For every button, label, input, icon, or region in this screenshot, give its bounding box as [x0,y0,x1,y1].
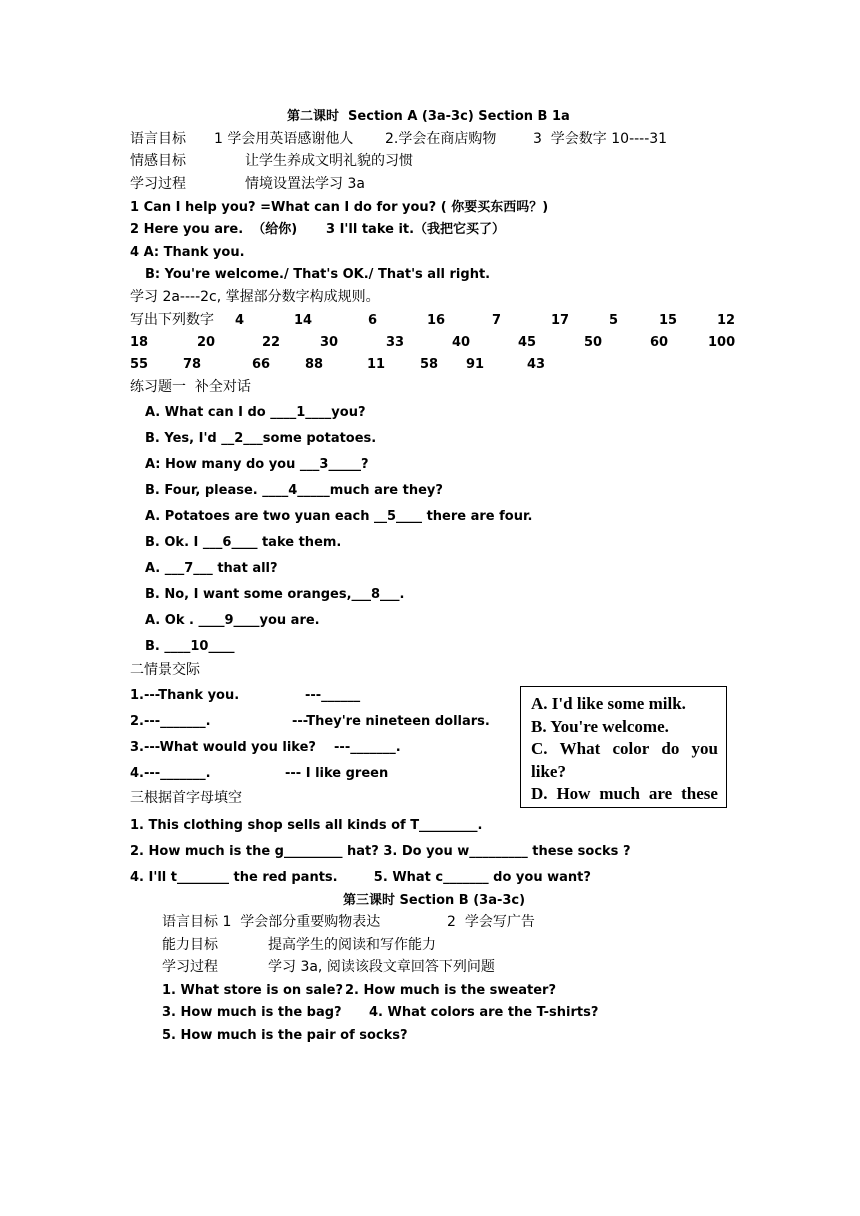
phrase-4b: B: You're welcome./ That's OK./ That's all right. [145,267,491,282]
goals-label: 语言目标 [130,131,186,147]
process-text: 情境设置法学习 3a [245,176,365,192]
dialogue-line: B. ____10____ [145,639,235,654]
goal-2: 2.学会在商店购物 [385,131,497,147]
number-item: 11 [367,357,386,372]
situation-q4: 4.---_______. [130,766,211,781]
phrase-2: 2 Here you are. （给你) [130,222,298,237]
number-item: 33 [386,335,405,350]
number-item: 100 [708,335,736,350]
phrase-1: 1 Can I help you? =What can I do for you? ( 你要买东西吗？) [130,200,549,215]
emotion-label: 情感目标 [130,153,186,169]
ability-text: 提高学生的阅读和写作能力 [268,937,436,953]
number-item: 17 [551,313,570,328]
dialogue-line: B. Four, please. ____4_____much are they? [145,483,443,498]
reading-q3: 3. How much is the bag? [162,1005,342,1020]
option-b: B. You're welcome. [531,716,669,736]
option-c-continued: like? [531,761,566,781]
lesson3-title: 第三课时 Section B (3a-3c) [343,893,526,908]
reading-q1: 1. What store is on sale? [162,983,344,998]
dialogue-line: A. ___7___ that all? [145,561,278,576]
situation-q2: 2.---_______. [130,714,211,729]
number-item: 91 [466,357,485,372]
reading-q5: 5. How much is the pair of socks? [162,1028,408,1043]
exercise2-heading: 二情景交际 [130,662,200,678]
dialogue-line: A. Potatoes are two yuan each __5____ there are four. [145,509,533,524]
number-item: 20 [197,335,216,350]
number-item: 40 [452,335,471,350]
number-item: 15 [659,313,678,328]
number-item: 66 [252,357,271,372]
dialogue-line: A. What can I do ____1____you? [145,405,366,420]
goal-1: 1 学会用英语感谢他人 [214,131,354,147]
number-item: 50 [584,335,603,350]
fill-line: 2. How much is the g_________ hat? 3. Do you w_________ these socks ? [130,844,631,859]
number-item: 12 [717,313,736,328]
option-a: A. I'd like some milk. [531,694,686,713]
number-item: 55 [130,357,149,372]
option-d: D. How much are these [531,784,718,803]
dialogue-line: B. Yes, I'd __2___some potatoes. [145,431,377,446]
number-item: 6 [368,313,378,328]
ability-label: 能力目标 [162,937,218,953]
process-label: 学习过程 [130,176,186,192]
number-item: 45 [518,335,537,350]
exercise1-heading: 练习题一 补全对话 [130,379,251,395]
phrase-3: 3 I'll take it.（我把它买了） [326,222,506,237]
dialogue-line: A. Ok . ____9____you are. [145,613,320,628]
situation-a4: --- I like green [285,766,389,781]
number-item: 58 [420,357,439,372]
phrase-4: 4 A: Thank you. [130,245,245,260]
situation-q3: 3.---What would you like? ---_______. [130,740,401,755]
goal-3: 3 学会数字 10----31 [533,131,668,147]
number-item: 16 [427,313,446,328]
numbers-row-1 [0,313,860,329]
number-item: 18 [130,335,149,350]
number-item: 43 [527,357,546,372]
lesson3-process-label: 学习过程 [162,959,218,975]
numbers-row-3 [0,357,860,373]
options-box [520,686,727,808]
lesson3-process-text: 学习 3a, 阅读该段文章回答下列问题 [268,959,495,975]
number-item: 78 [183,357,202,372]
number-item: 60 [650,335,669,350]
situation-q1: 1.---Thank you. [130,688,240,703]
number-item: 88 [305,357,324,372]
dialogue-line: A: How many do you ___3_____? [145,457,369,472]
numbers-label: 写出下列数字 [130,312,214,328]
number-item: 30 [320,335,339,350]
emotion-goal: 让学生养成文明礼貌的习惯 [245,153,413,169]
option-c: C. What color do you [531,739,718,758]
number-item: 5 [609,313,619,328]
fill-line: 1. This clothing shop sells all kinds of T_________. [130,818,483,833]
situation-a2: ---They're nineteen dollars. [292,714,490,729]
reading-q2: 2. How much is the sweater? [345,983,556,998]
dialogue-line: B. Ok. I ___6____ take them. [145,535,342,550]
number-item: 4 [235,313,245,328]
situation-a1: ---______ [305,688,361,703]
number-item: 22 [262,335,281,350]
exercise3-heading: 三根据首字母填空 [130,790,242,806]
lesson3-goals: 语言目标 1 学会部分重要购物表达 2 学会写广告 [162,914,535,930]
lesson2-title: 第二课时 Section A (3a-3c) Section B 1a [287,109,570,124]
reading-q4: 4. What colors are the T-shirts? [369,1005,599,1020]
number-item: 14 [294,313,313,328]
dialogue-line: B. No, I want some oranges,___8___. [145,587,405,602]
fill-line: 4. I'll t________ the red pants. 5. What c_______ do you want? [130,870,591,885]
number-item: 7 [492,313,502,328]
numbers-row-2 [0,335,860,351]
study-2a-2c: 学习 2a----2c, 掌握部分数字构成规则。 [130,289,380,305]
